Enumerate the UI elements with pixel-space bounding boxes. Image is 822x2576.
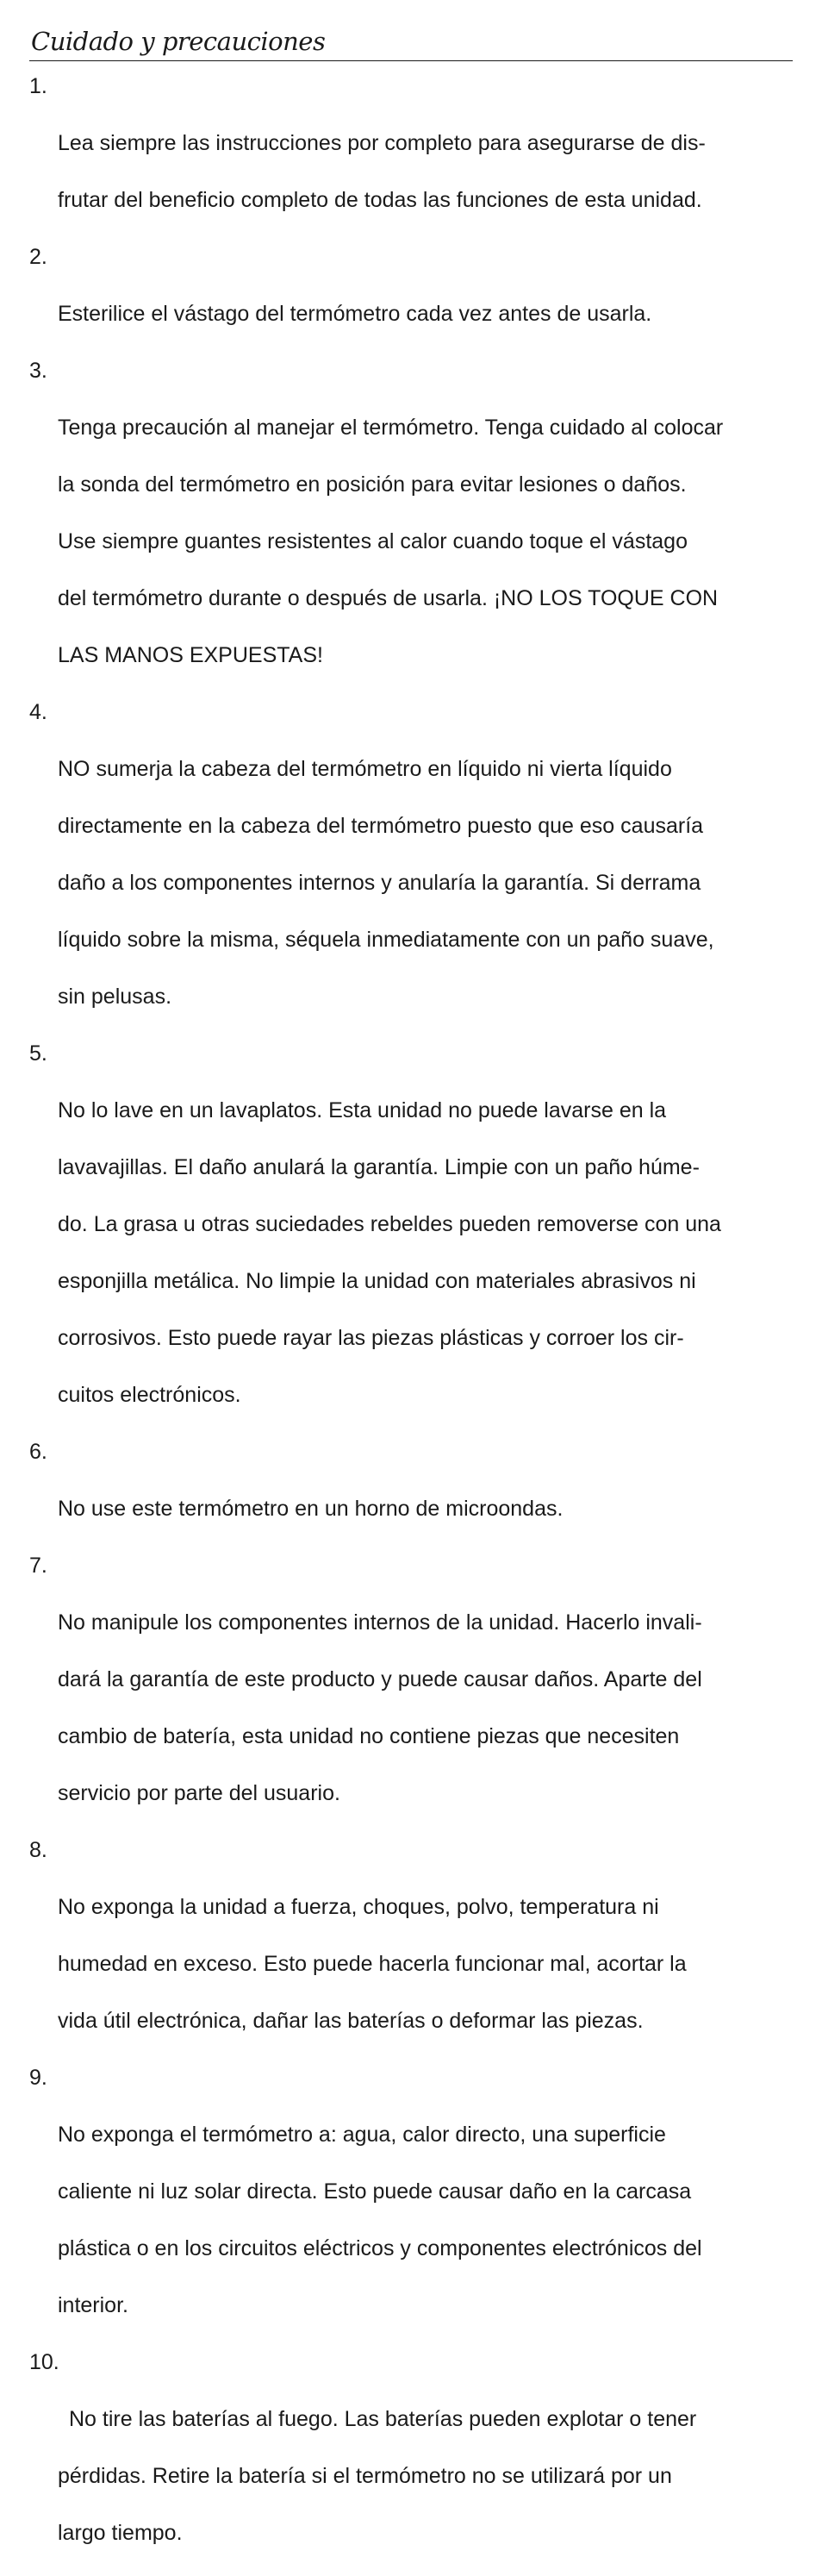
item-line: la sonda del termómetro en posición para evitar lesiones o daños. [58,472,687,497]
item-number: 4. [29,700,47,724]
item-line: largo tiempo. [58,2521,183,2545]
item-number: 8. [29,1838,47,1862]
item-number: 6. [29,1440,47,1464]
item-line: servicio por parte del usuario. [58,1781,340,1805]
item-line: sin pelusas. [58,985,172,1009]
item-number: 7. [29,1554,47,1578]
list-item [29,2064,793,2348]
item-line: cambio de batería, esta unidad no contiene piezas que necesiten [58,1724,680,1748]
title-divider [29,60,793,61]
item-line: No exponga la unidad a fuerza, choques, polvo, temperatura ni [58,1895,659,1919]
item-line: No tire las baterías al fuego. Las baterías pueden explotar o tener [69,2407,697,2431]
precautions-list [29,72,793,2576]
item-line: frutar del beneficio completo de todas las funciones de esta unidad. [58,188,702,212]
item-line: NO sumerja la cabeza del termómetro en líquido ni vierta líquido [58,757,672,781]
list-item [29,1836,793,2064]
section-title: Cuidado y precauciones [31,27,326,56]
item-number: 9. [29,2066,47,2090]
item-number: 5. [29,1041,47,1066]
list-item [29,2348,793,2576]
item-line: lavavajillas. El daño anulará la garantía. Limpie con un paño húme- [58,1155,700,1179]
item-line: No exponga el termómetro a: agua, calor directo, una superficie [58,2123,666,2147]
item-line: Lea siempre las instrucciones por completo para asegurarse de dis- [58,131,706,155]
item-line: cuitos electrónicos. [58,1383,241,1407]
item-line: esponjilla metálica. No limpie la unidad con materiales abrasivos ni [58,1269,696,1293]
item-line: do. La grasa u otras suciedades rebeldes pueden removerse con una [58,1212,721,1236]
item-line: líquido sobre la misma, séquela inmediatamente con un paño suave, [58,928,714,952]
item-line: plástica o en los circuitos eléctricos y componentes electrónicos del [58,2236,702,2260]
item-line: Use siempre guantes resistentes al calor cuando toque el vástago [58,529,688,553]
list-item [29,1438,793,1552]
item-line: vida útil electrónica, dañar las baterías o deformar las piezas. [58,2009,644,2033]
list-item [29,72,793,243]
item-line: No use este termómetro en un horno de microondas. [58,1497,564,1521]
list-item [29,357,793,698]
item-line: caliente ni luz solar directa. Esto puede causar daño en la carcasa [58,2179,692,2204]
item-line: daño a los componentes internos y anularía la garantía. Si derrama [58,871,701,895]
item-line: interior. [58,2293,128,2317]
item-line: pérdidas. Retire la batería si el termómetro no se utilizará por un [58,2464,672,2488]
item-line: corrosivos. Esto puede rayar las piezas plásticas y corroer los cir- [58,1326,684,1350]
list-item [29,1552,793,1836]
item-line: directamente en la cabeza del termómetro puesto que eso causaría [58,814,704,838]
item-number: 3. [29,359,47,383]
item-line: No manipule los componentes internos de la unidad. Hacerlo invali- [58,1610,702,1635]
list-item [29,1040,793,1438]
document-page [29,24,793,2576]
item-line: humedad en exceso. Esto puede hacerla funcionar mal, acortar la [58,1952,687,1976]
item-line: LAS MANOS EXPUESTAS! [58,643,323,667]
item-number: 1. [29,74,47,98]
item-number: 10. [29,2350,59,2374]
list-item [29,698,793,1040]
item-number: 2. [29,245,47,269]
item-line: Esterilice el vástago del termómetro cada vez antes de usarla. [58,302,652,326]
list-item [29,243,793,357]
item-line: dará la garantía de este producto y puede causar daños. Aparte del [58,1667,702,1691]
item-line: No lo lave en un lavaplatos. Esta unidad no puede lavarse en la [58,1098,667,1122]
item-line: del termómetro durante o después de usarla. ¡NO LOS TOQUE CON [58,586,719,610]
item-line: Tenga precaución al manejar el termómetro. Tenga cuidado al colocar [58,416,724,440]
